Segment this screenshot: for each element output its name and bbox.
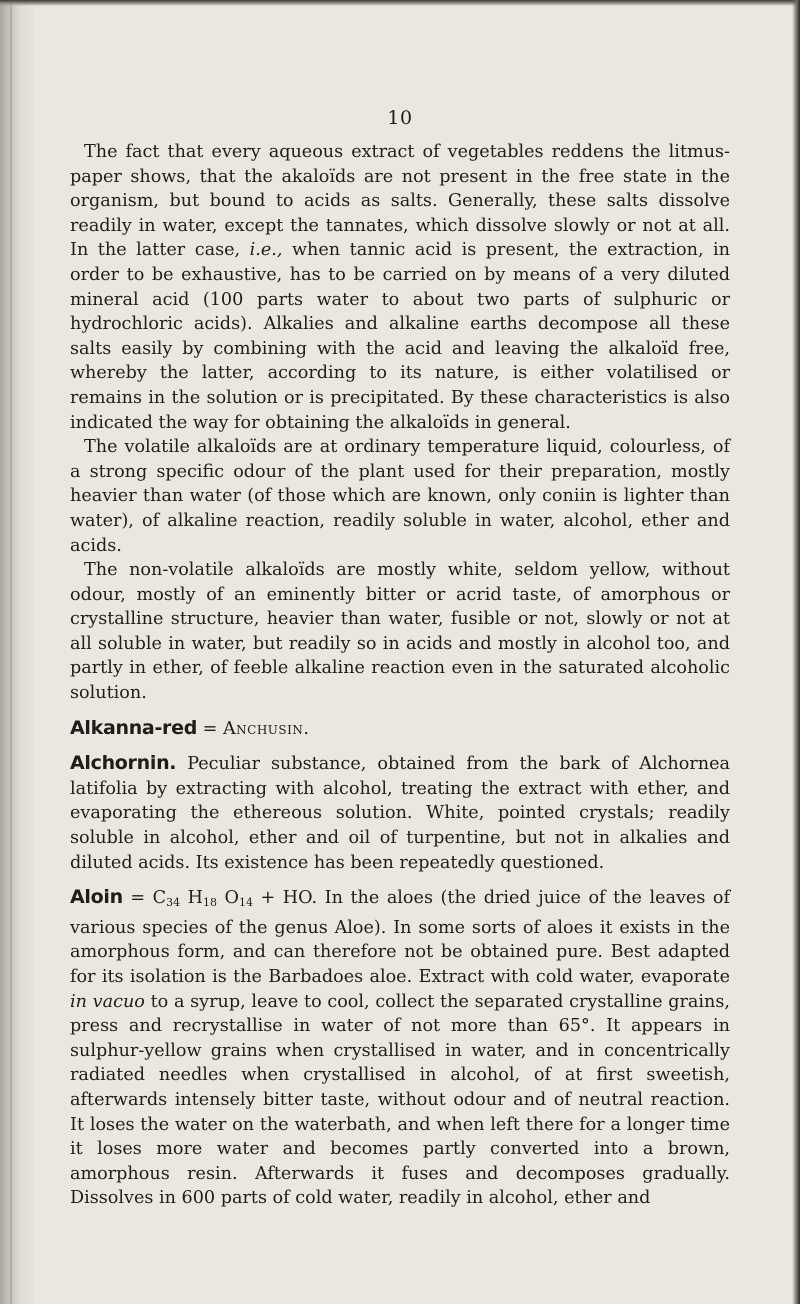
entry-text: to a syrup, leave to cool, collect the separated crystalline grains, press and recrystallise in water of not more than 65°. It appears in sulphur-yellow grains when crystallised in water, and in concentrically radiated needles when crystallised in alcohol, of at first sweetish, afterwards intensely bitter taste, without odour and of neutral reaction. It loses the water on the waterbath, and when left there for a longer time it loses more water and becomes partly converted into a brown, amorphous resin. Afterwards it fuses and decomposes gradually. Dissolves in 600 parts of cold water, readily in alcohol, ether and — [70, 991, 730, 1209]
entry-text: Peculiar substance, obtained from the bark of Alchornea latifolia by extracting with alcohol, treating the extract with ether, and evaporating the ethereous solution. White, pointed crystals; readily soluble in alcohol, ether and oil of turpentine, but not in alkalies and diluted acids. Its existence has been repeatedly questioned. — [70, 754, 730, 873]
page-body — [70, 140, 730, 1211]
paragraph-non-volatile-alkaloids: The non-volatile alkaloïds are mostly white, seldom yellow, without odour, mostly of an eminently bitter or acrid taste, of amorphous or crystalline structure, heavier than water, fusible or not, slowly or not at all soluble in water, but readily so in acids and mostly in alcohol too, and partly in ether, of feeble alkaline reaction even in the saturated alcoholic solution. — [70, 560, 730, 704]
paragraph-text: The fact that every aqueous extract of vegetables reddens the litmus-paper shows, that the akaloïds are not present in the free state in the organism, but bound to acids as salts. Generally, these salts dissolve readily in water, except the tannates, which dissolve slowly or not at all. In the latter case, — [70, 142, 730, 261]
formula-carbon-subscript: 34 — [166, 896, 181, 910]
chemical-formula — [123, 888, 317, 908]
paragraph-text: when tannic acid is present, the extraction, in order to be exhaustive, has to be carried on by means of a very diluted mineral acid (100 parts water to about two parts of sulphuric or hydrochloric acids). Alkalies and alkaline earths decompose all these salts easily by combining with the acid and leaving the alkaloïd free, whereby the latter, according to its nature, is either volatilised or remains in the solution or is precipitated. By these characteristics is also indicated the way for obtaining the alkaloïds in general. — [70, 240, 731, 433]
formula-hydrogen-subscript: 18 — [202, 896, 217, 910]
entry-heading: Aloin — [70, 886, 123, 909]
equals-sign: = — [197, 718, 223, 739]
formula-carbon: = C — [122, 888, 167, 909]
paragraph-alkaloids-salts — [70, 140, 730, 435]
entry-alchornin — [70, 751, 730, 875]
cross-reference: Anchusin. — [222, 718, 310, 739]
formula-water: + HO. — [252, 888, 318, 909]
entry-text: In the aloes (the dried juice of the leaves of various species of the genus Aloe). In some sorts of aloes it exists in the amorphous form, and can therefore not be obtained pure. Best adapted for its isolation is the Barbadoes aloe. Extract with cold water, evaporate — [70, 888, 730, 987]
page-top-edge — [0, 0, 800, 6]
book-binding-shadow — [0, 0, 34, 1304]
entry-aloin — [70, 885, 730, 1211]
paragraph-volatile-alkaloids: The volatile alkaloïds are at ordinary temperature liquid, colourless, of a strong specific odour of the plant used for their preparation, mostly heavier than water (of those which are known, only coniin is lighter than water), of alkaline reaction, readily soluble in water, alcohol, ether and acids. — [70, 437, 730, 556]
entry-alkanna-red — [70, 716, 730, 742]
page-number: 10 — [387, 107, 413, 129]
formula-hydrogen: H — [180, 888, 203, 909]
in-vacuo-phrase: in vacuo — [70, 991, 145, 1012]
formula-oxygen: O — [216, 888, 239, 909]
entry-heading: Alkanna-red — [70, 716, 197, 739]
page-right-edge — [792, 0, 800, 1304]
formula-oxygen-subscript: 14 — [238, 896, 253, 910]
entry-heading: Alchornin. — [70, 752, 177, 775]
ie-abbreviation: i.e., — [249, 240, 283, 261]
